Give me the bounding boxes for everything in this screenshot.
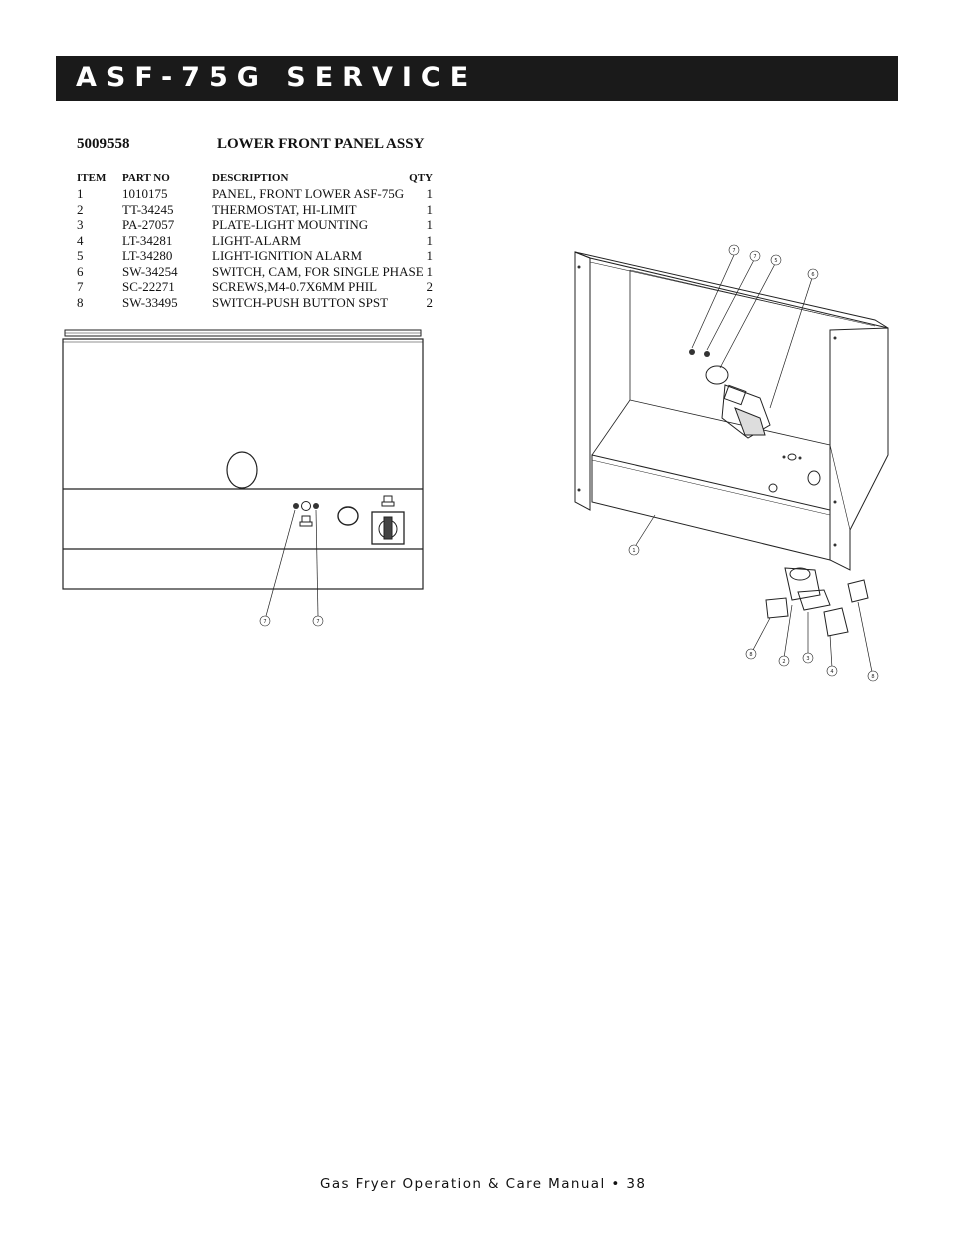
cell-item: 8 bbox=[77, 294, 84, 310]
page-footer: Gas Fryer Operation & Care Manual • 38 bbox=[320, 1176, 647, 1192]
header-description: DESCRIPTION bbox=[212, 172, 289, 184]
cell-item: 7 bbox=[77, 279, 84, 294]
cell-part-no: LT-34281 bbox=[122, 232, 173, 248]
table-row bbox=[77, 279, 437, 295]
assembly-title: LOWER FRONT PANEL ASSY bbox=[217, 136, 425, 152]
page-title: ASF-75G SERVICE bbox=[76, 62, 478, 93]
cell-description: PLATE-LIGHT MOUNTING bbox=[212, 217, 369, 232]
cell-description: LIGHT-IGNITION ALARM bbox=[212, 248, 363, 263]
callout-label: 6 bbox=[811, 272, 815, 278]
table-row bbox=[77, 202, 437, 218]
callout-label: 8 bbox=[871, 674, 875, 680]
parts-table bbox=[77, 170, 437, 310]
header-part-no: PART NO bbox=[122, 172, 170, 184]
callout-label: 7 bbox=[753, 254, 757, 260]
cell-item: 4 bbox=[77, 232, 84, 248]
cell-description: SWITCH-PUSH BUTTON SPST bbox=[212, 294, 389, 310]
cell-part-no: 1010175 bbox=[122, 186, 168, 201]
table-row bbox=[77, 217, 437, 233]
cell-item: 2 bbox=[77, 201, 84, 217]
table-row bbox=[77, 295, 437, 311]
thermostat-icon bbox=[785, 568, 830, 610]
cam-switch-assembly-icon bbox=[706, 366, 770, 438]
callout-label: 8 bbox=[749, 652, 753, 658]
table-row bbox=[77, 233, 437, 249]
cell-part-no: SC-22271 bbox=[122, 279, 175, 294]
cell-part-no: SW-33495 bbox=[122, 294, 178, 310]
cam-switch-icon bbox=[372, 512, 404, 544]
callout-label: 5 bbox=[774, 258, 778, 264]
cell-part-no: PA-27057 bbox=[122, 217, 175, 232]
cell-qty: 2 bbox=[426, 294, 433, 310]
table-row bbox=[77, 248, 437, 264]
cell-description: THERMOSTAT, HI-LIMIT bbox=[212, 201, 357, 217]
cell-part-no: LT-34280 bbox=[122, 248, 173, 263]
table-row bbox=[77, 264, 437, 280]
rivet-icon bbox=[578, 266, 837, 547]
header-qty: QTY bbox=[409, 172, 433, 184]
cell-qty: 1 bbox=[426, 186, 433, 201]
callout-label: 7 bbox=[732, 248, 736, 254]
cell-part-no: SW-34254 bbox=[122, 263, 178, 279]
callout-label: 3 bbox=[806, 656, 810, 662]
header-item: ITEM bbox=[77, 172, 107, 184]
push-button-icon bbox=[300, 496, 394, 526]
cell-qty: 1 bbox=[426, 248, 433, 263]
cell-qty: 1 bbox=[426, 201, 433, 217]
cell-item: 5 bbox=[77, 248, 84, 263]
cell-description: LIGHT-ALARM bbox=[212, 232, 302, 248]
cell-qty: 2 bbox=[426, 279, 433, 294]
callout-label: 1 bbox=[632, 548, 636, 554]
screw-icon bbox=[293, 503, 319, 509]
callout-label: 7 bbox=[263, 619, 267, 625]
callout-markers bbox=[629, 245, 878, 681]
front-panel-diagram bbox=[58, 324, 428, 634]
cell-part-no: TT-34245 bbox=[122, 201, 174, 217]
cell-item: 1 bbox=[77, 186, 84, 201]
table-row bbox=[77, 186, 437, 202]
cell-qty: 1 bbox=[426, 263, 433, 279]
cell-description: SWITCH, CAM, FOR SINGLE PHASE bbox=[212, 263, 424, 279]
cell-qty: 1 bbox=[426, 232, 433, 248]
header-bar bbox=[56, 56, 898, 101]
cell-description: PANEL, FRONT LOWER ASF-75G bbox=[212, 186, 405, 201]
isometric-panel-diagram bbox=[560, 240, 895, 690]
callout-label: 7 bbox=[316, 619, 320, 625]
cell-item: 6 bbox=[77, 263, 84, 279]
front-panel-outline bbox=[63, 330, 423, 589]
parts-table-header bbox=[77, 170, 437, 186]
iso-panel-body bbox=[575, 252, 888, 570]
screw-icon bbox=[689, 349, 710, 357]
callout-label: 4 bbox=[830, 669, 834, 675]
cell-item: 3 bbox=[77, 217, 84, 232]
cell-description: SCREWS,M4-0.7X6MM PHIL bbox=[212, 279, 378, 294]
callout-label: 2 bbox=[782, 659, 786, 665]
assembly-number: 5009558 bbox=[77, 136, 130, 152]
cell-qty: 1 bbox=[426, 217, 433, 232]
